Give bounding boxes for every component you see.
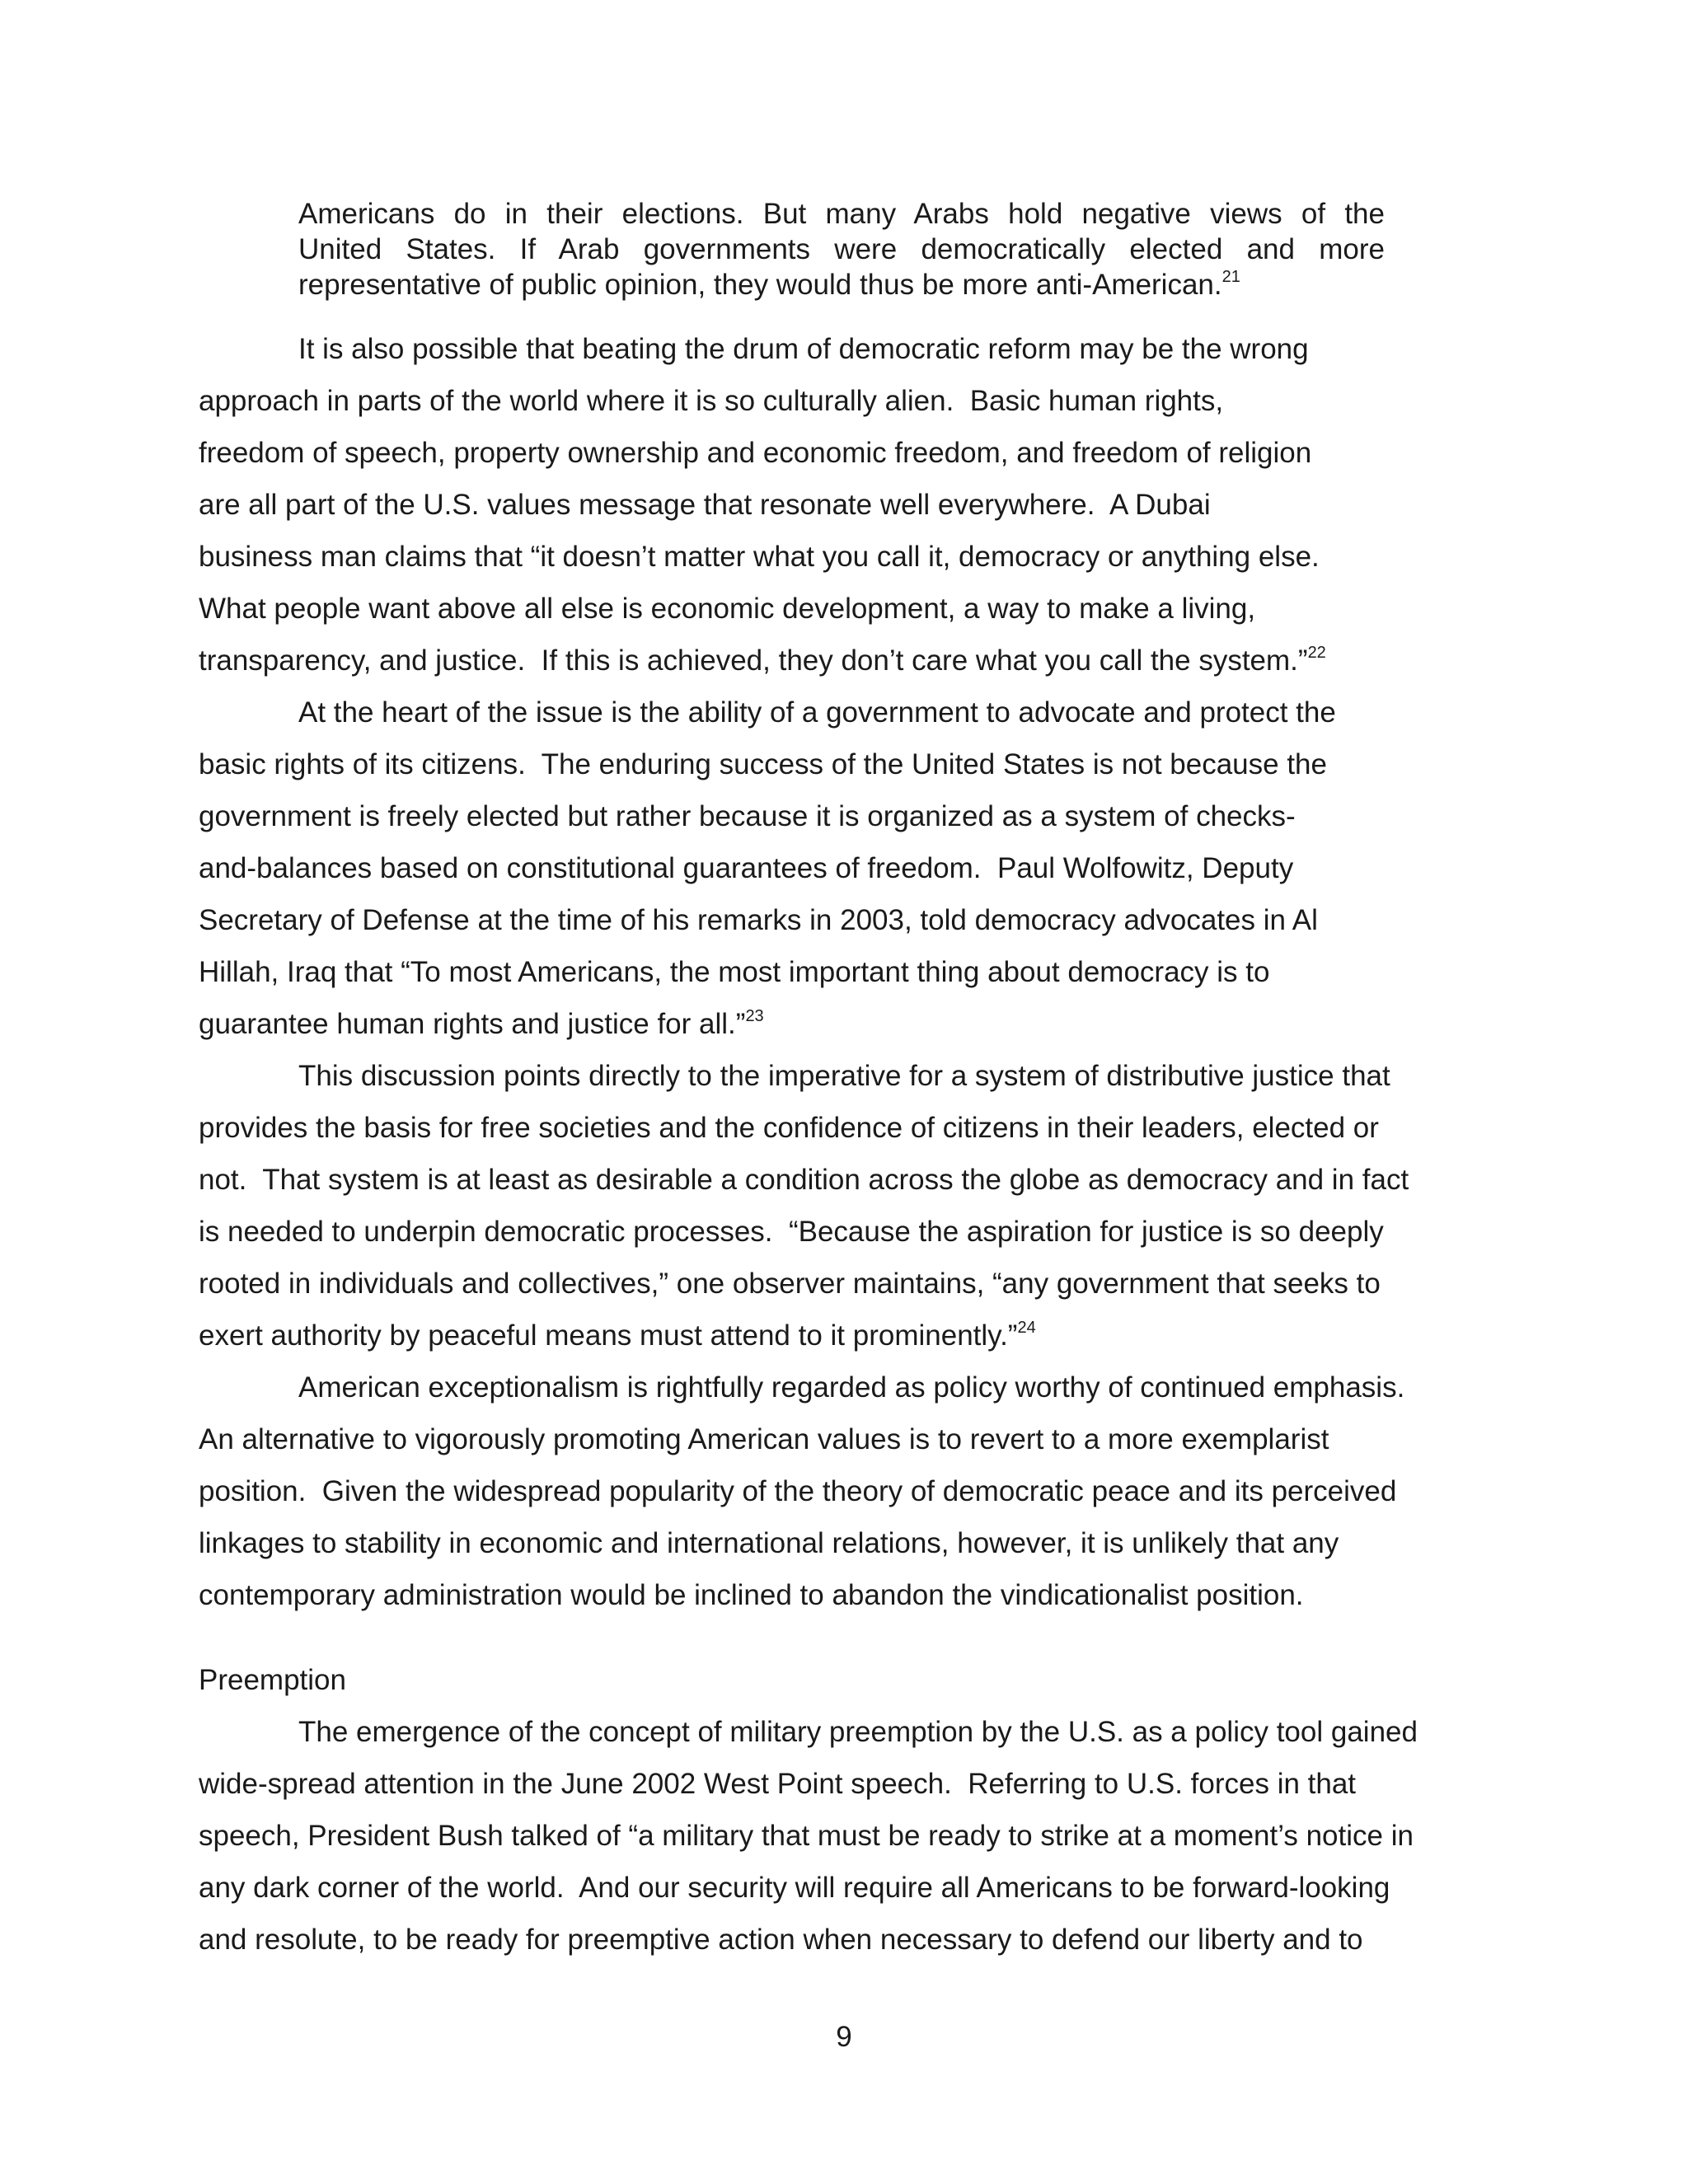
- paragraph-line: wide-spread attention in the June 2002 West Point speech. Referring to U.S. forces in that: [199, 1768, 1357, 1800]
- paragraph-line: [199, 643, 1326, 679]
- paragraph-line: What people want above all else is economic development, a way to make a living,: [199, 593, 1256, 625]
- paragraph-line: contemporary administration would be inclined to abandon the vindicationalist position.: [199, 1579, 1304, 1611]
- quote-line: Americans do in their elections. But many Arabs hold negative views of the: [298, 198, 1385, 230]
- paragraph-line-text: guarantee human rights and justice for all.”: [199, 1008, 746, 1040]
- paragraph-line: It is also possible that beating the drum of democratic reform may be the wrong: [298, 333, 1309, 365]
- paragraph-line: At the heart of the issue is the ability of a government to advocate and protect the: [298, 696, 1336, 729]
- quote-line: [298, 267, 1385, 302]
- paragraph-line: government is freely elected but rather because it is organized as a system of checks-: [199, 800, 1296, 832]
- paragraph-line: and resolute, to be ready for preemptive action when necessary to defend our liberty and to: [199, 1924, 1363, 1956]
- paragraph-line: any dark corner of the world. And our security will require all Americans to be forward-looking: [199, 1872, 1390, 1904]
- paragraph-line: Secretary of Defense at the time of his remarks in 2003, told democracy advocates in Al: [199, 904, 1318, 936]
- quote-line-text: representative of public opinion, they would thus be more anti-American.: [298, 269, 1222, 301]
- paragraph-line: [199, 1006, 764, 1043]
- paragraph-line-text: transparency, and justice. If this is achieved, they don’t care what you call the system.”: [199, 644, 1308, 677]
- paragraph-line: This discussion points directly to the imperative for a system of distributive justice that: [298, 1060, 1390, 1092]
- paragraph-line: linkages to stability in economic and international relations, however, it is unlikely that any: [199, 1527, 1339, 1559]
- paragraph-line: provides the basis for free societies and the confidence of citizens in their leaders, elected or: [199, 1112, 1379, 1144]
- paragraph-line: is needed to underpin democratic processes. “Because the aspiration for justice is so deeply: [199, 1216, 1384, 1248]
- section-heading: Preemption: [199, 1664, 346, 1696]
- paragraph-line: not. That system is at least as desirable a condition across the globe as democracy and in fact: [199, 1164, 1409, 1196]
- paragraph-line: [199, 1318, 1036, 1354]
- paragraph-line: are all part of the U.S. values message that resonate well everywhere. A Dubai: [199, 489, 1211, 521]
- page-number: 9: [836, 2021, 852, 2053]
- paragraph-line: freedom of speech, property ownership and economic freedom, and freedom of religion: [199, 437, 1312, 469]
- paragraph-line: Hillah, Iraq that “To most Americans, the most important thing about democracy is to: [199, 956, 1270, 988]
- paragraph-line: An alternative to vigorously promoting American values is to revert to a more exemplarist: [199, 1423, 1329, 1455]
- paragraph-line: speech, President Bush talked of “a military that must be ready to strike at a moment’s notice in: [199, 1820, 1414, 1852]
- paragraph-line: The emergence of the concept of military preemption by the U.S. as a policy tool gained: [298, 1716, 1418, 1748]
- paragraph-line: position. Given the widespread popularity of the theory of democratic peace and its perceived: [199, 1475, 1397, 1507]
- footnote-marker: 22: [1307, 644, 1326, 662]
- paragraph-line-text: exert authority by peaceful means must attend to it prominently.”: [199, 1319, 1018, 1352]
- footnote-marker: 23: [745, 1007, 764, 1025]
- quote-line: United States. If Arab governments were democratically elected and more: [298, 233, 1385, 265]
- footnote-marker: 21: [1221, 268, 1240, 286]
- paragraph-line: American exceptionalism is rightfully regarded as policy worthy of continued emphasis.: [298, 1371, 1405, 1404]
- paragraph-line: business man claims that “it doesn’t matter what you call it, democracy or anything else.: [199, 541, 1320, 573]
- footnote-marker: 24: [1017, 1319, 1036, 1337]
- paragraph-line: basic rights of its citizens. The enduring success of the United States is not because the: [199, 748, 1327, 780]
- paragraph-line: and-balances based on constitutional guarantees of freedom. Paul Wolfowitz, Deputy: [199, 852, 1294, 884]
- paragraph-line: approach in parts of the world where it is so culturally alien. Basic human rights,: [199, 385, 1224, 417]
- paragraph-line: rooted in individuals and collectives,” one observer maintains, “any government that seeks to: [199, 1268, 1381, 1300]
